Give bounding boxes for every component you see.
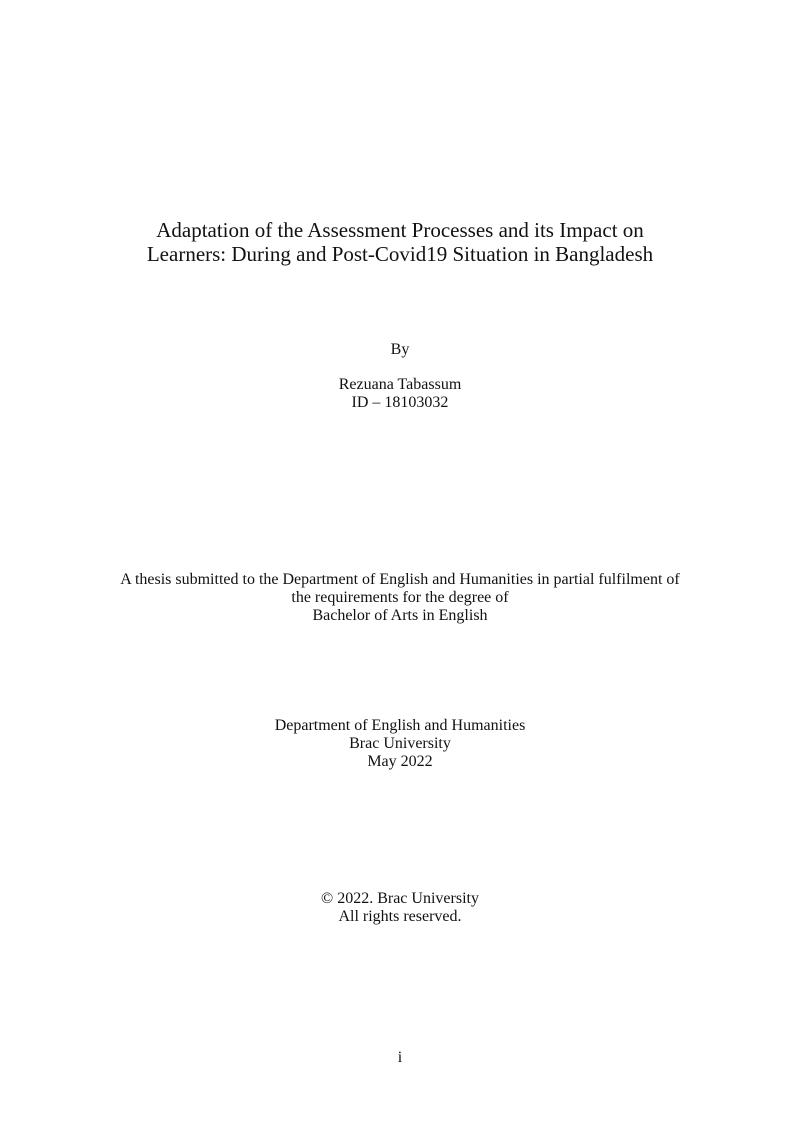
thesis-title-line: Adaptation of the Assessment Processes and its Impact on [156, 218, 644, 242]
author-block [0, 376, 800, 412]
copyright-line: © 2022. Brac University [321, 890, 479, 907]
copyright-notice [0, 890, 800, 926]
author-name: Rezuana Tabassum [338, 376, 462, 393]
author-id: ID – 18103032 [351, 394, 449, 411]
rights-line: All rights reserved. [338, 908, 462, 925]
submission-line: A thesis submitted to the Department of English and Humanities in partial fulfilment of [120, 571, 680, 588]
university-name: Brac University [349, 735, 451, 752]
thesis-submission-statement [0, 571, 800, 625]
thesis-title-line: Learners: During and Post-Covid19 Situation in Bangladesh [146, 242, 654, 266]
page-number: i [397, 1049, 403, 1066]
institution-block [0, 717, 800, 771]
thesis-title [0, 218, 800, 266]
submission-date: May 2022 [367, 753, 433, 770]
submission-line: the requirements for the degree of [291, 589, 509, 606]
department-name: Department of English and Humanities [274, 717, 526, 734]
by-label: By [390, 341, 410, 358]
submission-line: Bachelor of Arts in English [312, 607, 488, 624]
